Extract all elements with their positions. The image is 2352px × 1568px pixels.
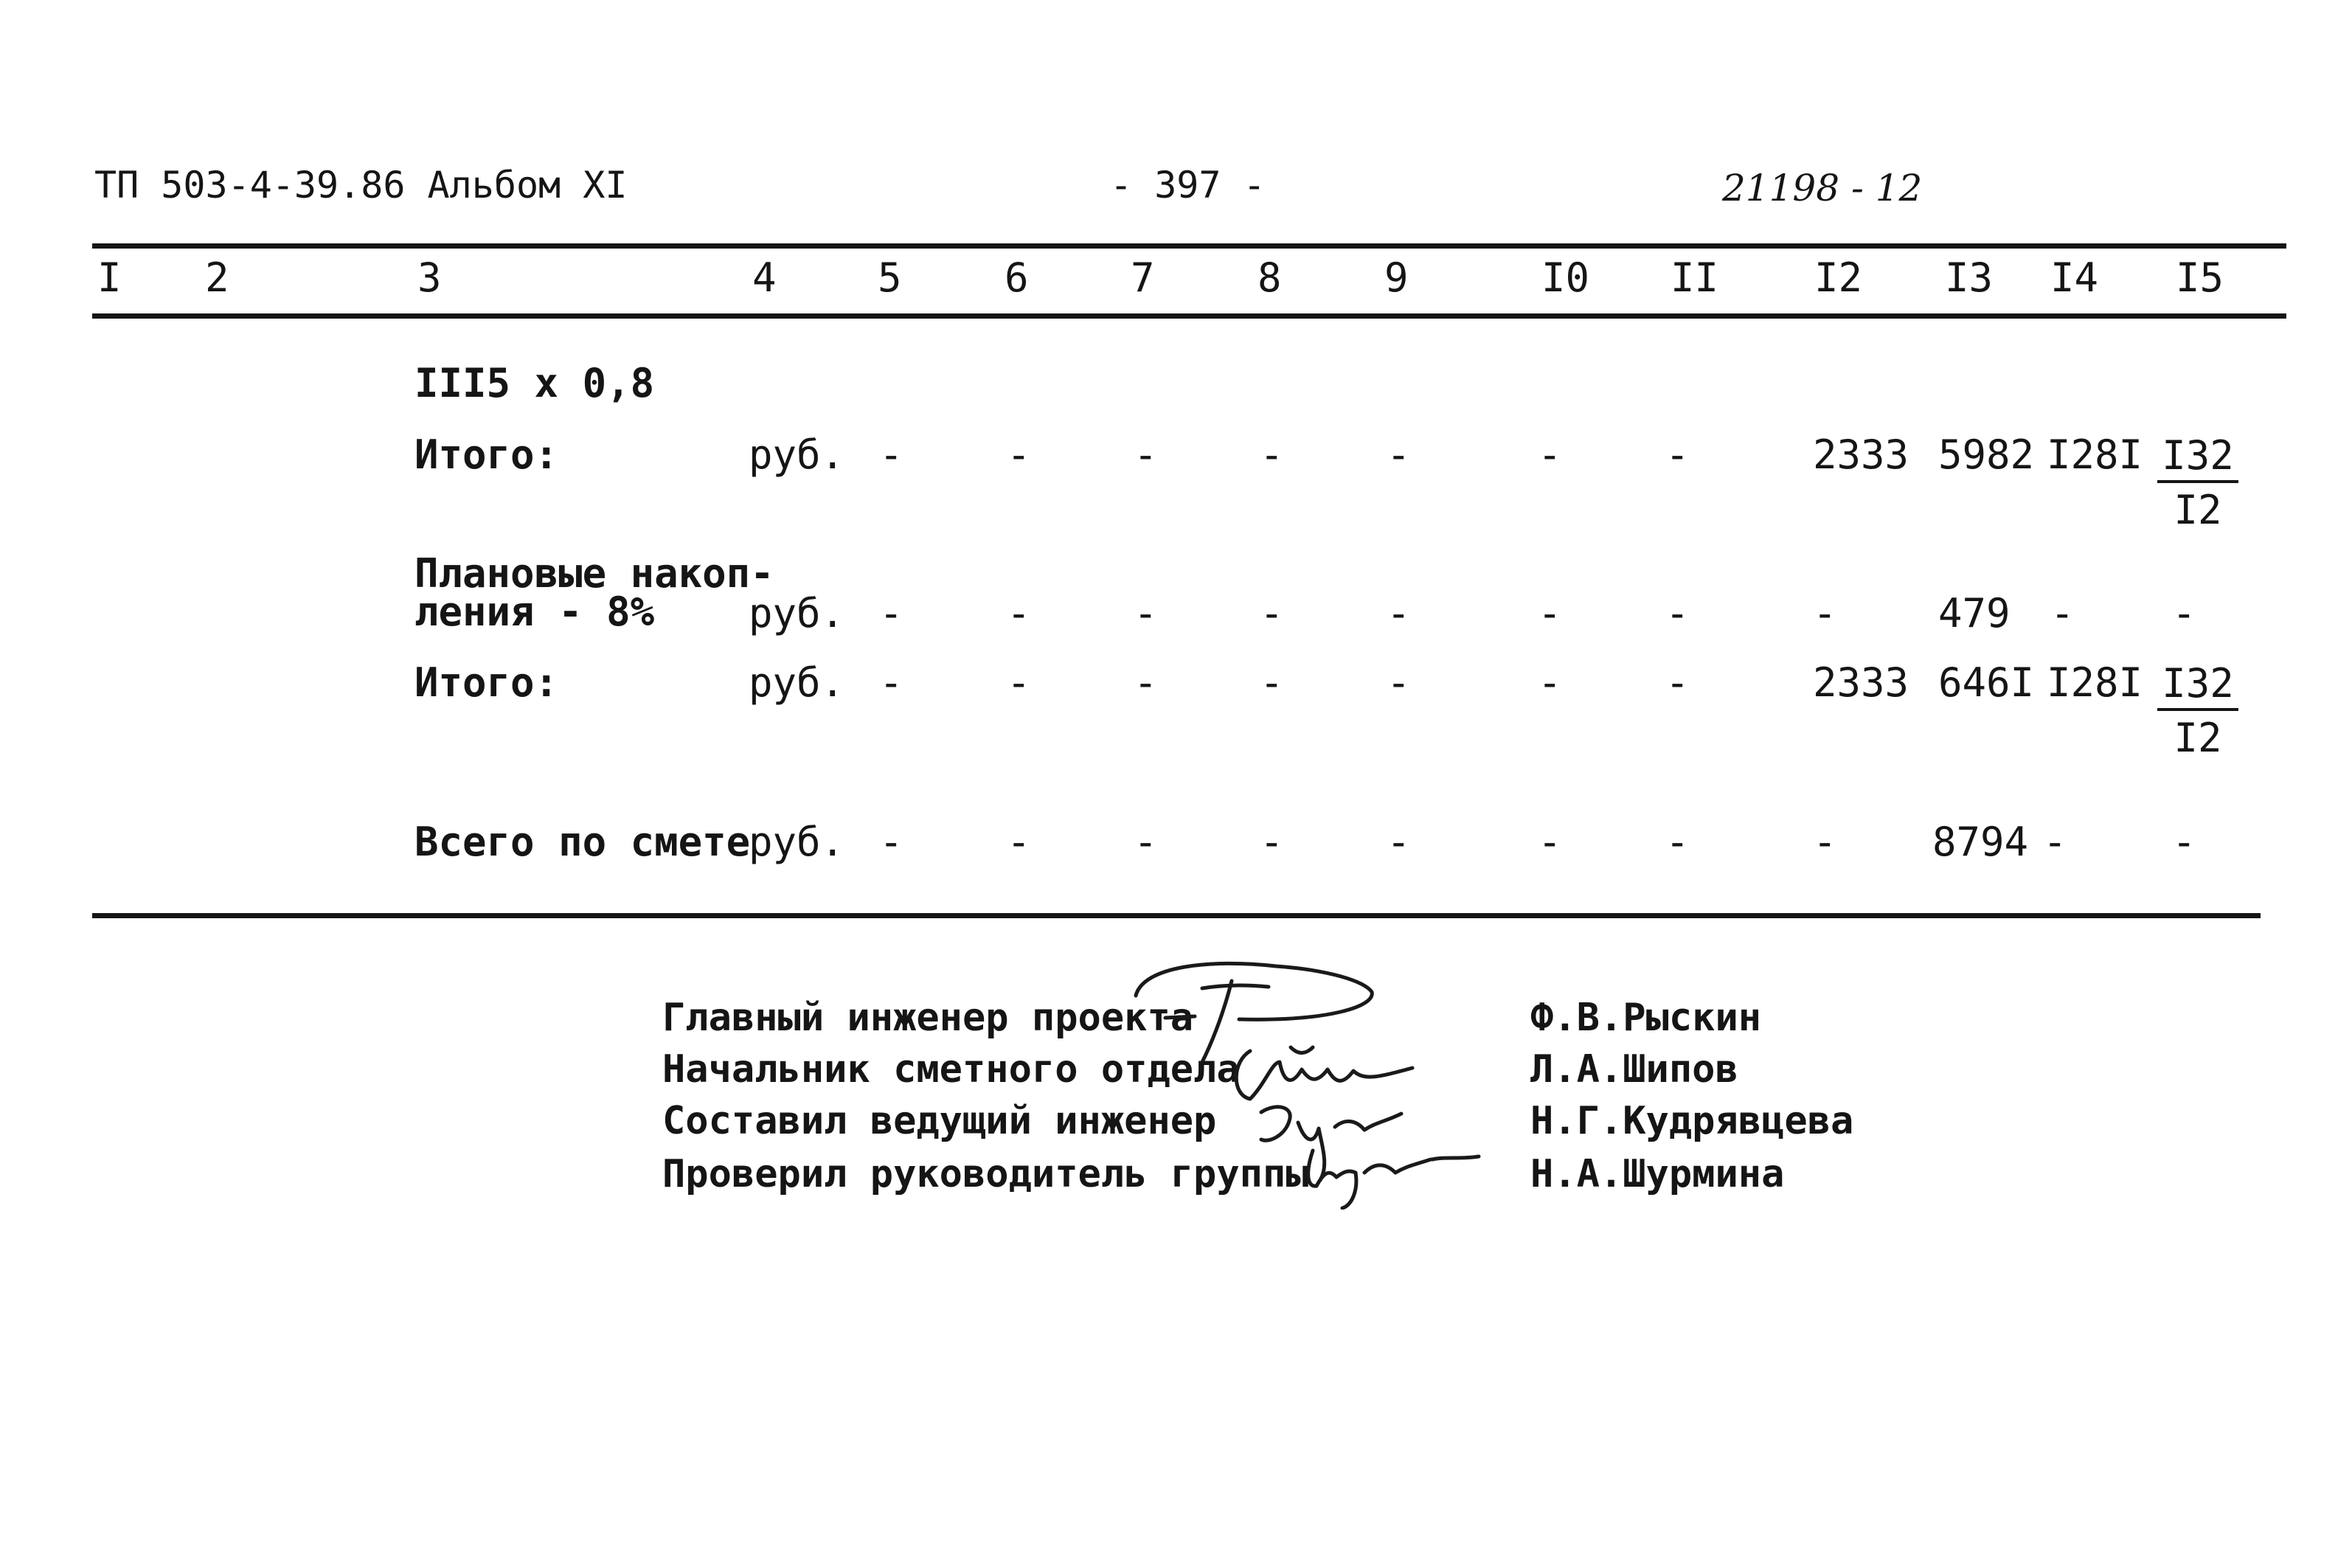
signature-group-head: [1308, 1151, 1479, 1208]
column-header: 3: [417, 254, 442, 301]
value-cell: -: [1387, 659, 1411, 706]
value-cell: -: [1260, 431, 1284, 478]
fraction-cell: [2157, 431, 2238, 538]
value-cell: 5982: [1938, 431, 2035, 478]
fraction-numerator: I32: [2157, 431, 2238, 483]
signatory-name: Ф.В.Рыскин: [1530, 996, 1762, 1040]
value-cell: -: [1134, 819, 1158, 865]
value-cell: -: [1538, 659, 1562, 706]
column-header: 2: [205, 254, 229, 301]
value-cell: -: [1007, 590, 1031, 636]
fraction-numerator: I32: [2157, 659, 2238, 711]
column-header: 5: [878, 254, 902, 301]
value-cell: -: [1538, 590, 1562, 636]
column-header: I5: [2176, 254, 2224, 301]
value-cell: -: [1538, 819, 1562, 865]
column-header: 9: [1384, 254, 1409, 301]
value-cell: -: [1007, 431, 1031, 478]
unit-cell: руб.: [749, 819, 845, 865]
signatory-name: Н.Г.Кудрявцева: [1530, 1099, 1854, 1143]
row-label: Всего по смете: [414, 819, 751, 865]
table-bottom-rule: [92, 913, 2261, 918]
unit-cell: руб.: [749, 659, 845, 706]
value-cell: -: [1538, 431, 1562, 478]
value-cell: -: [1813, 590, 1837, 636]
table-header-rule: [92, 313, 2286, 319]
value-cell: -: [2172, 819, 2196, 865]
handwritten-signatures: [1121, 951, 1534, 1210]
page-number: - 397 -: [1110, 164, 1266, 207]
value-cell: 8794: [1932, 819, 2029, 865]
column-header: 8: [1257, 254, 1282, 301]
signature-estimate-head: [1236, 1047, 1412, 1099]
value-cell: -: [1665, 431, 1690, 478]
value-cell: -: [879, 431, 903, 478]
signature-lead-engineer: [1261, 1107, 1401, 1180]
value-cell: -: [1665, 819, 1690, 865]
signatory-role: Составил ведущий инженер: [662, 1099, 1217, 1143]
fraction-cell: [2157, 659, 2238, 766]
value-cell: -: [2172, 590, 2196, 636]
value-cell: -: [2043, 819, 2067, 865]
row-label: Итого:: [414, 659, 559, 706]
column-header: I4: [2050, 254, 2099, 301]
value-cell: -: [1007, 819, 1031, 865]
column-header: 4: [752, 254, 777, 301]
value-cell: -: [1260, 590, 1284, 636]
value-cell: -: [879, 590, 903, 636]
column-header: 7: [1131, 254, 1155, 301]
fraction-denominator: I2: [2174, 487, 2222, 533]
value-cell: 646I: [1938, 659, 2035, 706]
value-cell: -: [1134, 659, 1158, 706]
signatory-name: Л.А.Шипов: [1530, 1047, 1738, 1092]
value-cell: I28I: [2047, 659, 2143, 706]
value-cell: 479: [1938, 590, 2011, 636]
column-header: II: [1671, 254, 1719, 301]
value-cell: 2333: [1813, 659, 1909, 706]
column-header: 6: [1005, 254, 1029, 301]
column-header: I3: [1945, 254, 1994, 301]
value-cell: -: [1134, 431, 1158, 478]
value-cell: -: [1260, 819, 1284, 865]
value-cell: 2333: [1813, 431, 1909, 478]
value-cell: I28I: [2047, 431, 2143, 478]
value-cell: -: [1260, 659, 1284, 706]
signatory-role: Проверил руководитель группы: [662, 1152, 1309, 1196]
fraction-denominator: I2: [2174, 715, 2222, 761]
value-cell: -: [1134, 590, 1158, 636]
value-cell: -: [1387, 431, 1411, 478]
value-cell: -: [1387, 819, 1411, 865]
row-label: Плановые накоп-: [414, 550, 774, 597]
column-header: I2: [1814, 254, 1863, 301]
signatory-role: Начальник сметного отдела: [662, 1047, 1240, 1092]
value-cell: -: [879, 659, 903, 706]
value-cell: -: [2050, 590, 2075, 636]
row-label: III5 x 0,8: [414, 360, 655, 406]
value-cell: -: [1665, 659, 1690, 706]
row-label: Итого:: [414, 431, 559, 478]
document-reference: ТП 503-4-39.86 Альбом XI: [94, 164, 628, 207]
unit-cell: руб.: [749, 431, 845, 478]
value-cell: -: [1665, 590, 1690, 636]
column-header: I0: [1541, 254, 1590, 301]
value-cell: -: [1813, 819, 1837, 865]
signature-chief-engineer: [1136, 963, 1372, 1062]
table-top-rule: [92, 243, 2286, 249]
value-cell: -: [879, 819, 903, 865]
value-cell: -: [1387, 590, 1411, 636]
row-label: ления - 8%: [414, 589, 655, 635]
document-number: 21198 - 12: [1722, 167, 1923, 209]
unit-cell: руб.: [749, 590, 845, 636]
value-cell: -: [1007, 659, 1031, 706]
column-header: I: [97, 254, 122, 301]
signatory-role: Главный инженер проекта: [662, 996, 1194, 1040]
signatory-name: Н.А.Шурмина: [1530, 1152, 1785, 1196]
